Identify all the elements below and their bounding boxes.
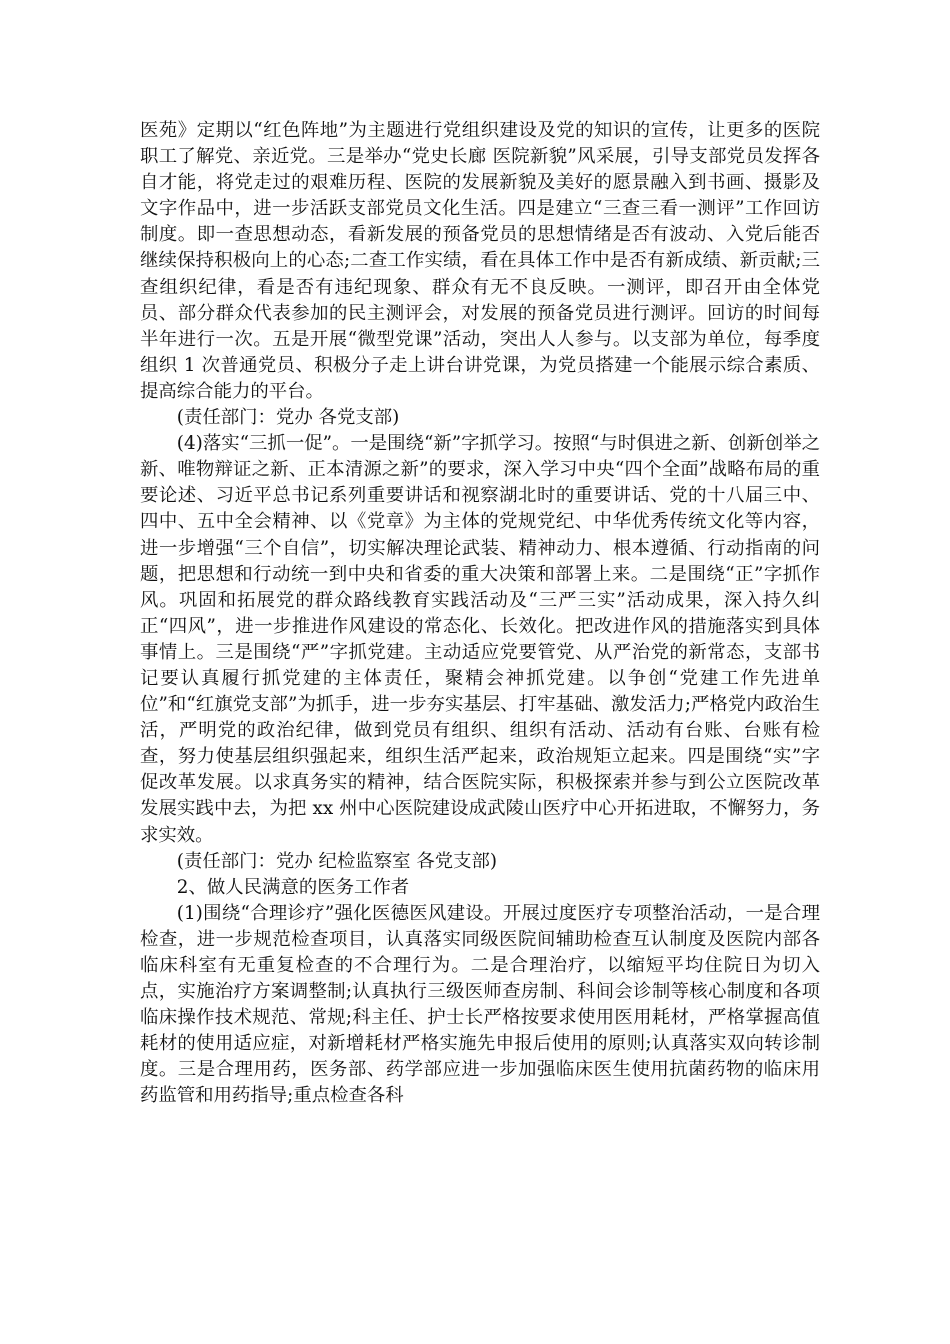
- paragraph-4-responsible-dept: (责任部门：党办 纪检监察室 各党支部): [176, 850, 498, 872]
- paragraph-3: (4)落实“三抓一促”。一是围绕“新”字抓学习。按照“与时俱进之新、创新创举之新、唯物辩证之新、正本清源之新”的要求，深入学习中央“四个全面”战略布局的重要论述、习近平总书记系列重要讲话和视察湖北时的重要讲话、党的十八届三中、四中、五中全会精神、以《党章》为主体的党规党纪、中华优秀传统文化等内容，进一步增强“三个自信”，切实解决理论武装、精神动力、根本遵循、行动指南的问题，把思想和行动统一到中央和省委的重大决策和部署上来。二是围绕“正”字抓作风。巩固和拓展党的群众路线教育实践活动及“三严三实”活动成果，深入持久纠正“四风”，进一步推进作风建设的常态化、长效化。把改进作风的措施落实到具体事情上。三是围绕“严”字抓党建。主动适应党要管党、从严治党的新常态，支部书记要认真履行抓党建的主体责任，聚精会神抓党建。以争创“党建工作先进单位”和“红旗党支部”为抓手，进一步夯实基层、打牢基础、激发活力;严格党内政治生活，严明党的政治纪律，做到党员有组织、组织有活动、活动有台账、台账有检查，努力使基层组织强起来，组织生活严起来，政治规矩立起来。四是围绕“实”字促改革发展。以求真务实的精神，结合医院实际，积极探索并参与到公立医院改革发展实践中去，为把 xx 州中心医院建设成武陵山医疗中心开拓进取，不懈努力，务求实效。: [140, 433, 820, 846]
- paragraph-6: (1)围绕“合理诊疗”强化医德医风建设。开展过度医疗专项整治活动，一是合理检查，进一步规范检查项目，认真落实同级医院间辅助检查互认制度及医院内部各临床科室有无重复检查的不合理行为。二是合理治疗，以缩短平均住院日为切入点，实施治疗方案调整制;认真执行三级医师查房制、科间会诊制等核心制度和各项临床操作技术规范、常规;科主任、护士长严格按要求使用医用耗材，严格掌握高值耗材的使用适应症，对新增耗材严格实施先申报后使用的原则;认真落实双向转诊制度。三是合理用药，医务部、药学部应进一步加强临床医生使用抗菌药物的临床用药监管和用药指导;重点检查各科: [140, 902, 820, 1107]
- paragraph-2-responsible-dept: (责任部门：党办 各党支部): [176, 407, 400, 429]
- paragraph-1: 医苑》定期以“红色阵地”为主题进行党组织建设及党的知识的宣传，让更多的医院职工了解党、亲近党。三是举办“党史长廊 医院新貌”风采展，引导支部党员发挥各自才能，将党走过的艰难历程、医院的发展新貌及美好的愿景融入到书画、摄影及文字作品中，进一步活跃支部党员文化生活。四是建立“三查三看一测评”工作回访制度。即一查思想动态，看新发展的预备党员的思想情绪是否有波动、入党后能否继续保持积极向上的心态;二查工作实绩，看在具体工作中是否有新成绩、新贡献;三查组织纪律，看是否有违纪现象、群众有无不良反映。一测评，即召开由全体党员、部分群众代表参加的民主测评会，对发展的预备党员进行测评。回访的时间每半年进行一次。五是开展“微型党课”活动，突出人人参与。以支部为单位，每季度组织 1 次普通党员、积极分子走上讲台讲党课，为党员搭建一个能展示综合素质、提高综合能力的平台。: [140, 120, 820, 402]
- document-page: [140, 118, 820, 1110]
- section-heading: 2、做人民满意的医务工作者: [176, 876, 410, 898]
